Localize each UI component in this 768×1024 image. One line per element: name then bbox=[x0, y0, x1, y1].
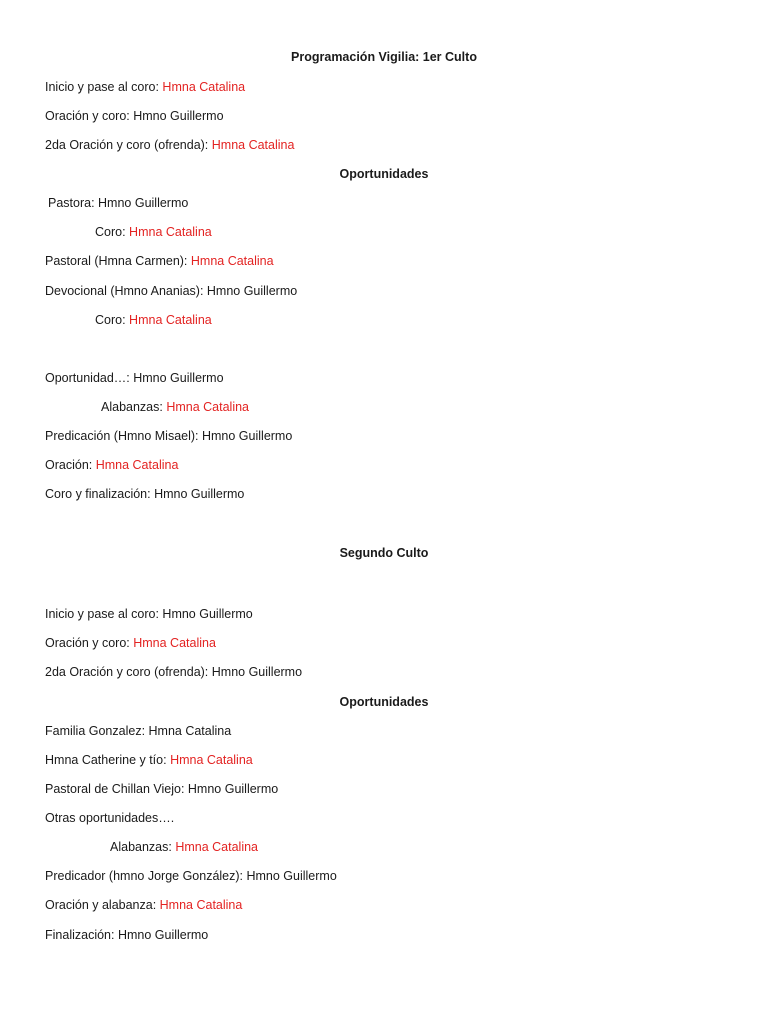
culto1-line-10: Alabanzas: Hmna Catalina bbox=[101, 400, 250, 414]
culto1-line-13: Coro y finalización: Hmno Guillermo bbox=[45, 487, 245, 501]
culto2-line-6: Pastoral de Chillan Viejo: Hmno Guillermo bbox=[45, 782, 279, 796]
culto1-line-7: Devocional (Hmno Ananias): Hmno Guillermo bbox=[45, 284, 298, 298]
culto1-line-8: Coro: Hmna Catalina bbox=[95, 313, 212, 327]
culto2-line-10: Oración y alabanza: Hmna Catalina bbox=[45, 898, 243, 912]
culto1-oportunidades-heading: Oportunidades bbox=[339, 167, 429, 181]
culto2-oportunidades-heading: Oportunidades bbox=[339, 695, 429, 709]
culto2-line-2: Oración y coro: Hmna Catalina bbox=[45, 636, 216, 650]
culto1-line-2: Oración y coro: Hmno Guillermo bbox=[45, 109, 224, 123]
culto2-line-9: Predicador (hmno Jorge González): Hmno Guillermo bbox=[45, 869, 337, 883]
culto2-line-5: Hmna Catherine y tío: Hmna Catalina bbox=[45, 753, 253, 767]
culto1-line-5: Coro: Hmna Catalina bbox=[95, 225, 212, 239]
culto1-line-12: Oración: Hmna Catalina bbox=[45, 458, 179, 472]
culto1-line-1: Inicio y pase al coro: Hmna Catalina bbox=[45, 80, 246, 94]
culto2-title: Segundo Culto bbox=[339, 546, 429, 560]
culto1-line-3: 2da Oración y coro (ofrenda): Hmna Catalina bbox=[45, 138, 295, 152]
culto1-line-4: Pastora: Hmno Guillermo bbox=[48, 196, 189, 210]
culto2-line-7: Otras oportunidades…. bbox=[45, 811, 175, 825]
culto2-line-8: Alabanzas: Hmna Catalina bbox=[110, 840, 259, 854]
culto2-line-11: Finalización: Hmno Guillermo bbox=[45, 928, 209, 942]
culto2-line-1: Inicio y pase al coro: Hmno Guillermo bbox=[45, 607, 253, 621]
culto1-line-11: Predicación (Hmno Misael): Hmno Guillermo bbox=[45, 429, 293, 443]
culto2-line-4: Familia Gonzalez: Hmna Catalina bbox=[45, 724, 232, 738]
culto1-line-9: Oportunidad…: Hmno Guillermo bbox=[45, 371, 224, 385]
culto1-title: Programación Vigilia: 1er Culto bbox=[291, 50, 477, 64]
culto1-line-6: Pastoral (Hmna Carmen): Hmna Catalina bbox=[45, 254, 274, 268]
culto2-line-3: 2da Oración y coro (ofrenda): Hmno Guillermo bbox=[45, 665, 303, 679]
